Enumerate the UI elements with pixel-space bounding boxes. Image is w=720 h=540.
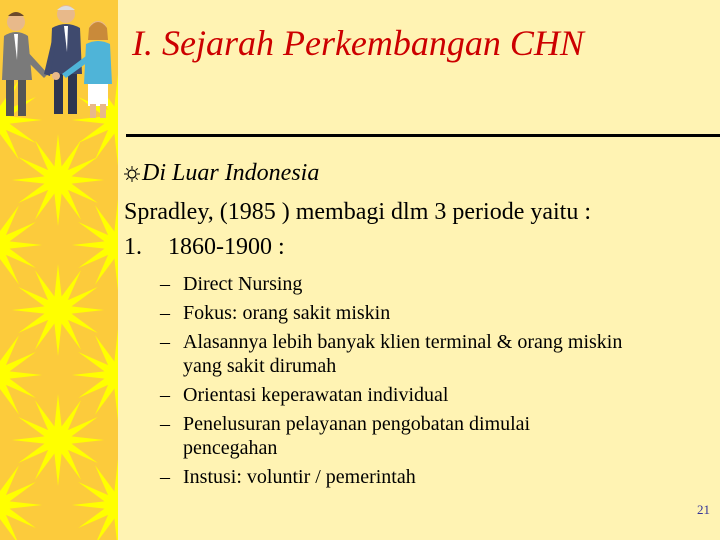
sun-burst-icon <box>0 329 42 421</box>
period-range: 1860-1900 : <box>168 234 285 260</box>
dash-bullet: – <box>160 331 170 353</box>
sun-burst-icon <box>72 199 118 291</box>
sun-burst-icon <box>12 264 104 356</box>
business-people-handshake-icon <box>0 0 120 120</box>
sub-point-text: Fokus: orang sakit miskin <box>183 302 391 324</box>
sub-point-text: Orientasi keperawatan individual <box>183 384 449 406</box>
section-heading-text: Di Luar Indonesia <box>142 160 320 186</box>
sub-point-item <box>160 270 622 299</box>
sun-burst-icon <box>0 199 42 291</box>
sub-point-item <box>160 410 622 463</box>
sub-point-text: Penelusuran pelayanan pengobatan dimulai <box>183 413 531 435</box>
sun-burst-icon <box>72 329 118 421</box>
dash-bullet: – <box>160 384 170 406</box>
sub-point-text-continued: pencegahan <box>183 437 278 459</box>
intro-text: Spradley, (1985 ) membagi dlm 3 periode yaitu : <box>124 199 592 225</box>
sun-bullet-icon <box>124 166 140 182</box>
slide-number: 21 <box>697 502 710 517</box>
sub-point-item <box>160 381 622 410</box>
sun-burst-icon <box>72 459 118 540</box>
sub-point-text: Instusi: voluntir / pemerintah <box>183 466 416 488</box>
sub-point-text-continued: yang sakit dirumah <box>183 355 337 377</box>
sub-point-text: Direct Nursing <box>183 273 303 295</box>
sub-point-item <box>160 299 622 328</box>
dash-bullet: – <box>160 466 170 488</box>
sun-burst-icon <box>12 394 104 486</box>
title-divider <box>126 134 720 137</box>
sub-point-list <box>160 270 622 492</box>
sub-point-item <box>160 463 622 492</box>
dash-bullet: – <box>160 413 170 435</box>
slide-title: I. Sejarah Perkembangan CHN <box>132 23 584 63</box>
dash-bullet: – <box>160 273 170 295</box>
sun-burst-icon <box>12 134 104 226</box>
sun-burst-icon <box>0 459 42 540</box>
period-line <box>124 234 285 261</box>
dash-bullet: – <box>160 302 170 324</box>
sub-point-item <box>160 328 622 381</box>
sub-point-text: Alasannya lebih banyak klien terminal & orang miskin <box>183 331 623 353</box>
section-heading <box>124 160 319 187</box>
period-number: 1. <box>124 234 142 260</box>
